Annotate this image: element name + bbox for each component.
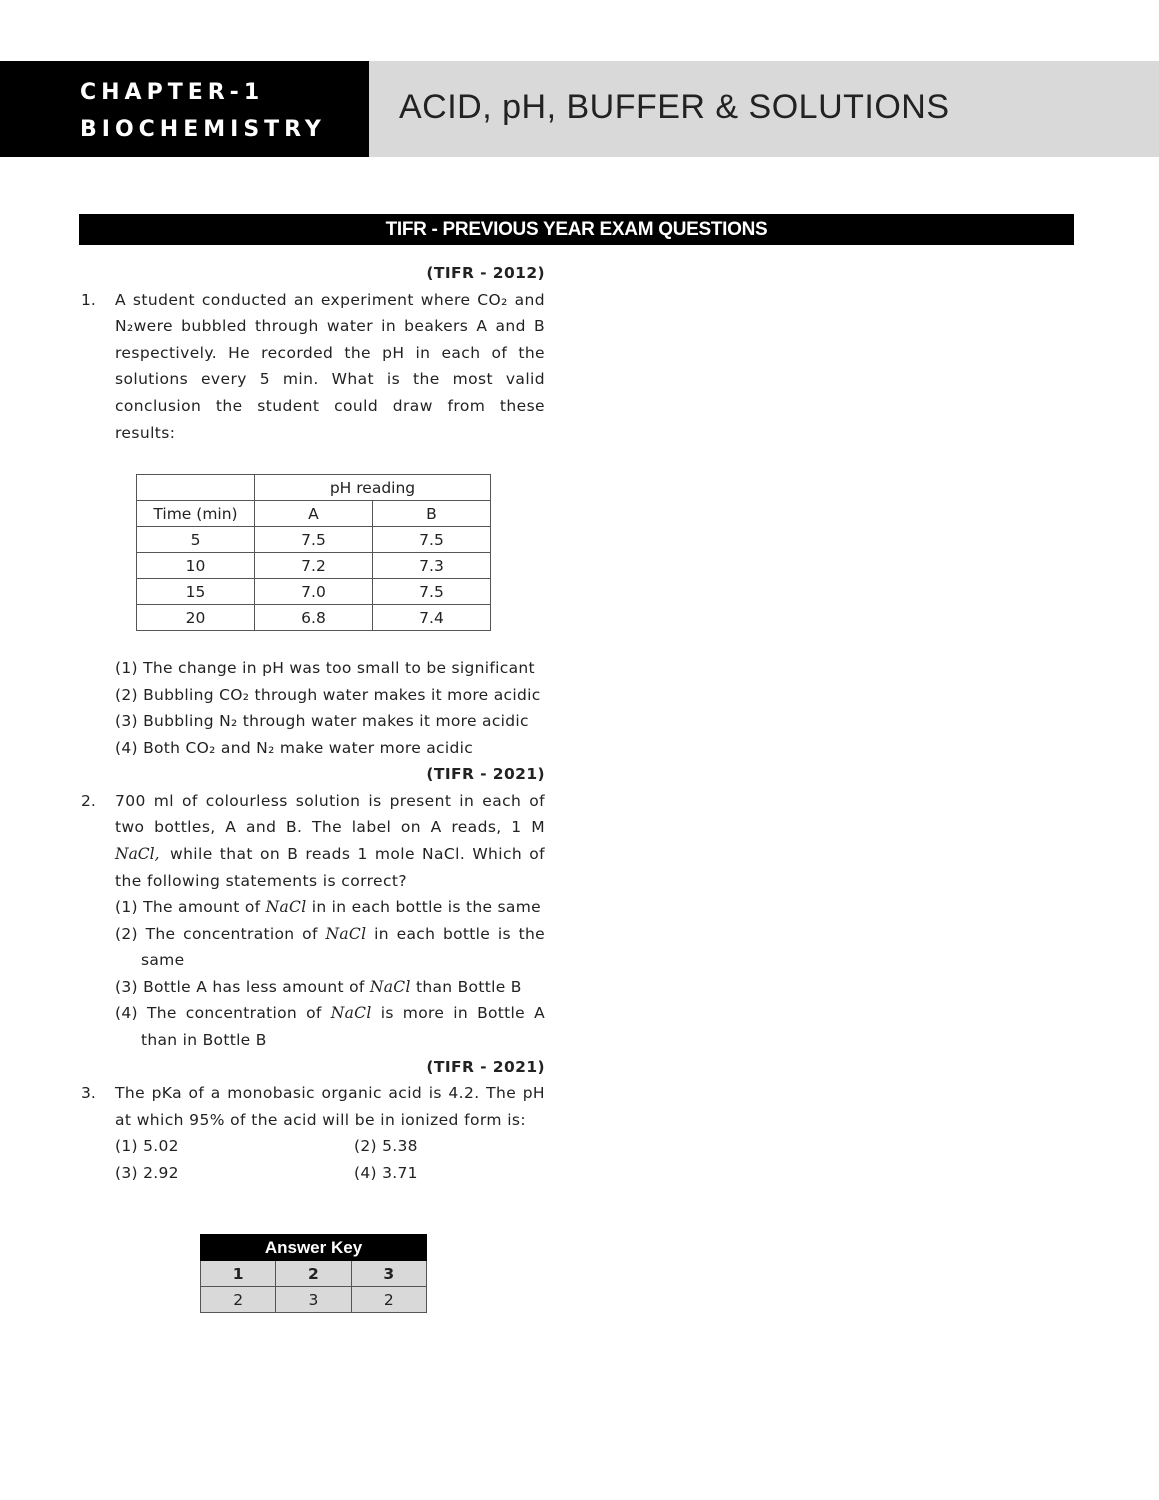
math-nacl: NaCl: [325, 925, 367, 943]
page-title: ACID, pH, BUFFER & SOLUTIONS: [399, 88, 950, 126]
option-1: [115, 897, 541, 917]
chapter-banner: [0, 61, 369, 157]
table-cell: 7.0: [255, 579, 373, 605]
question-source: (TIFR - 2021): [426, 765, 545, 783]
ph-reading-table: [136, 474, 491, 631]
option-1: (1) The change in pH was too small to be significant: [115, 659, 535, 677]
option-2: (2) 5.38: [354, 1137, 418, 1155]
table-cell: 20: [137, 605, 255, 631]
option-text: in each bottle is the: [374, 925, 545, 943]
option-3: [115, 977, 522, 997]
answer-key-answer: 2: [351, 1287, 426, 1313]
table-cell: 15: [137, 579, 255, 605]
table-cell: 7.5: [372, 579, 490, 605]
table-row: [137, 527, 491, 553]
question-text-line: respectively. He recorded the pH in each of the: [115, 344, 545, 362]
option-2: (2) Bubbling CO₂ through water makes it more acidic: [115, 686, 541, 704]
table-cell: 6.8: [255, 605, 373, 631]
table-row: [201, 1287, 427, 1313]
option-2: [115, 924, 545, 944]
table-cell: 7.5: [255, 527, 373, 553]
option-text: in in each bottle is the same: [311, 898, 541, 916]
question-number: 1.: [81, 291, 96, 309]
question-text-line: N₂were bubbled through water in beakers A and B: [115, 317, 545, 335]
math-nacl: NaCl: [369, 978, 411, 996]
question-text-line: The pKa of a monobasic organic acid is 4.2. The pH: [115, 1084, 545, 1102]
table-row: [137, 605, 491, 631]
question-text-line: two bottles, A and B. The label on A reads, 1 M: [115, 818, 545, 836]
table-header-time: Time (min): [137, 501, 255, 527]
option-2-continued: same: [141, 951, 185, 969]
question-text-line: the following statements is correct?: [115, 872, 407, 890]
answer-key-question: 1: [201, 1261, 276, 1287]
question-number: 3.: [81, 1084, 96, 1102]
answer-key-answer: 3: [276, 1287, 351, 1313]
option-text: (1) The amount of: [115, 898, 261, 916]
option-text: is more in Bottle A: [380, 1004, 545, 1022]
table-cell: 7.4: [372, 605, 490, 631]
option-4: [115, 1003, 545, 1023]
table-cell: 10: [137, 553, 255, 579]
table-row: [201, 1261, 427, 1287]
answer-key-answer: 2: [201, 1287, 276, 1313]
answer-key-title: Answer Key: [201, 1235, 427, 1261]
option-text: than Bottle B: [415, 978, 522, 996]
question-source: (TIFR - 2021): [426, 1058, 545, 1076]
option-text: (3) Bottle A has less amount of: [115, 978, 365, 996]
question-number: 2.: [81, 792, 96, 810]
math-nacl: NaCl: [265, 898, 307, 916]
answer-key-question: 2: [276, 1261, 351, 1287]
table-cell: 5: [137, 527, 255, 553]
table-group-header: pH reading: [255, 475, 491, 501]
table-row: [137, 579, 491, 605]
subject-label: BIOCHEMISTRY: [80, 117, 326, 142]
question-text-line: while that on B reads 1 mole NaCl. Which of: [170, 845, 545, 863]
table-header-a: A: [255, 501, 373, 527]
option-3: (3) Bubbling N₂ through water makes it more acidic: [115, 712, 529, 730]
math-nacl: NaCl: [330, 1004, 372, 1022]
table-row: [137, 553, 491, 579]
option-4: (4) Both CO₂ and N₂ make water more acidic: [115, 739, 474, 757]
table-cell: 7.2: [255, 553, 373, 579]
question-source: (TIFR - 2012): [426, 264, 545, 282]
option-text: (2) The concentration of: [115, 925, 318, 943]
table-cell: 7.3: [372, 553, 490, 579]
chapter-label: CHAPTER-1: [80, 80, 265, 105]
option-3: (3) 2.92: [115, 1164, 179, 1182]
table-cell: 7.5: [372, 527, 490, 553]
math-nacl: NaCl,: [115, 845, 160, 863]
question-text-line: conclusion the student could draw from these: [115, 397, 545, 415]
question-text-line: solutions every 5 min. What is the most valid: [115, 370, 545, 388]
option-4-continued: than in Bottle B: [141, 1031, 267, 1049]
table-header-b: B: [372, 501, 490, 527]
option-text: (4) The concentration of: [115, 1004, 322, 1022]
answer-key-table: [200, 1234, 427, 1313]
section-title: TIFR - PREVIOUS YEAR EXAM QUESTIONS: [79, 214, 1074, 245]
question-text-line: A student conducted an experiment where CO₂ and: [115, 291, 545, 309]
answer-key-question: 3: [351, 1261, 426, 1287]
question-text-line: 700 ml of colourless solution is present in each of: [115, 792, 545, 810]
option-4: (4) 3.71: [354, 1164, 418, 1182]
table-cell-empty: [137, 475, 255, 501]
question-text-line: at which 95% of the acid will be in ionized form is:: [115, 1111, 526, 1129]
question-text-line: results:: [115, 424, 176, 442]
option-1: (1) 5.02: [115, 1137, 179, 1155]
